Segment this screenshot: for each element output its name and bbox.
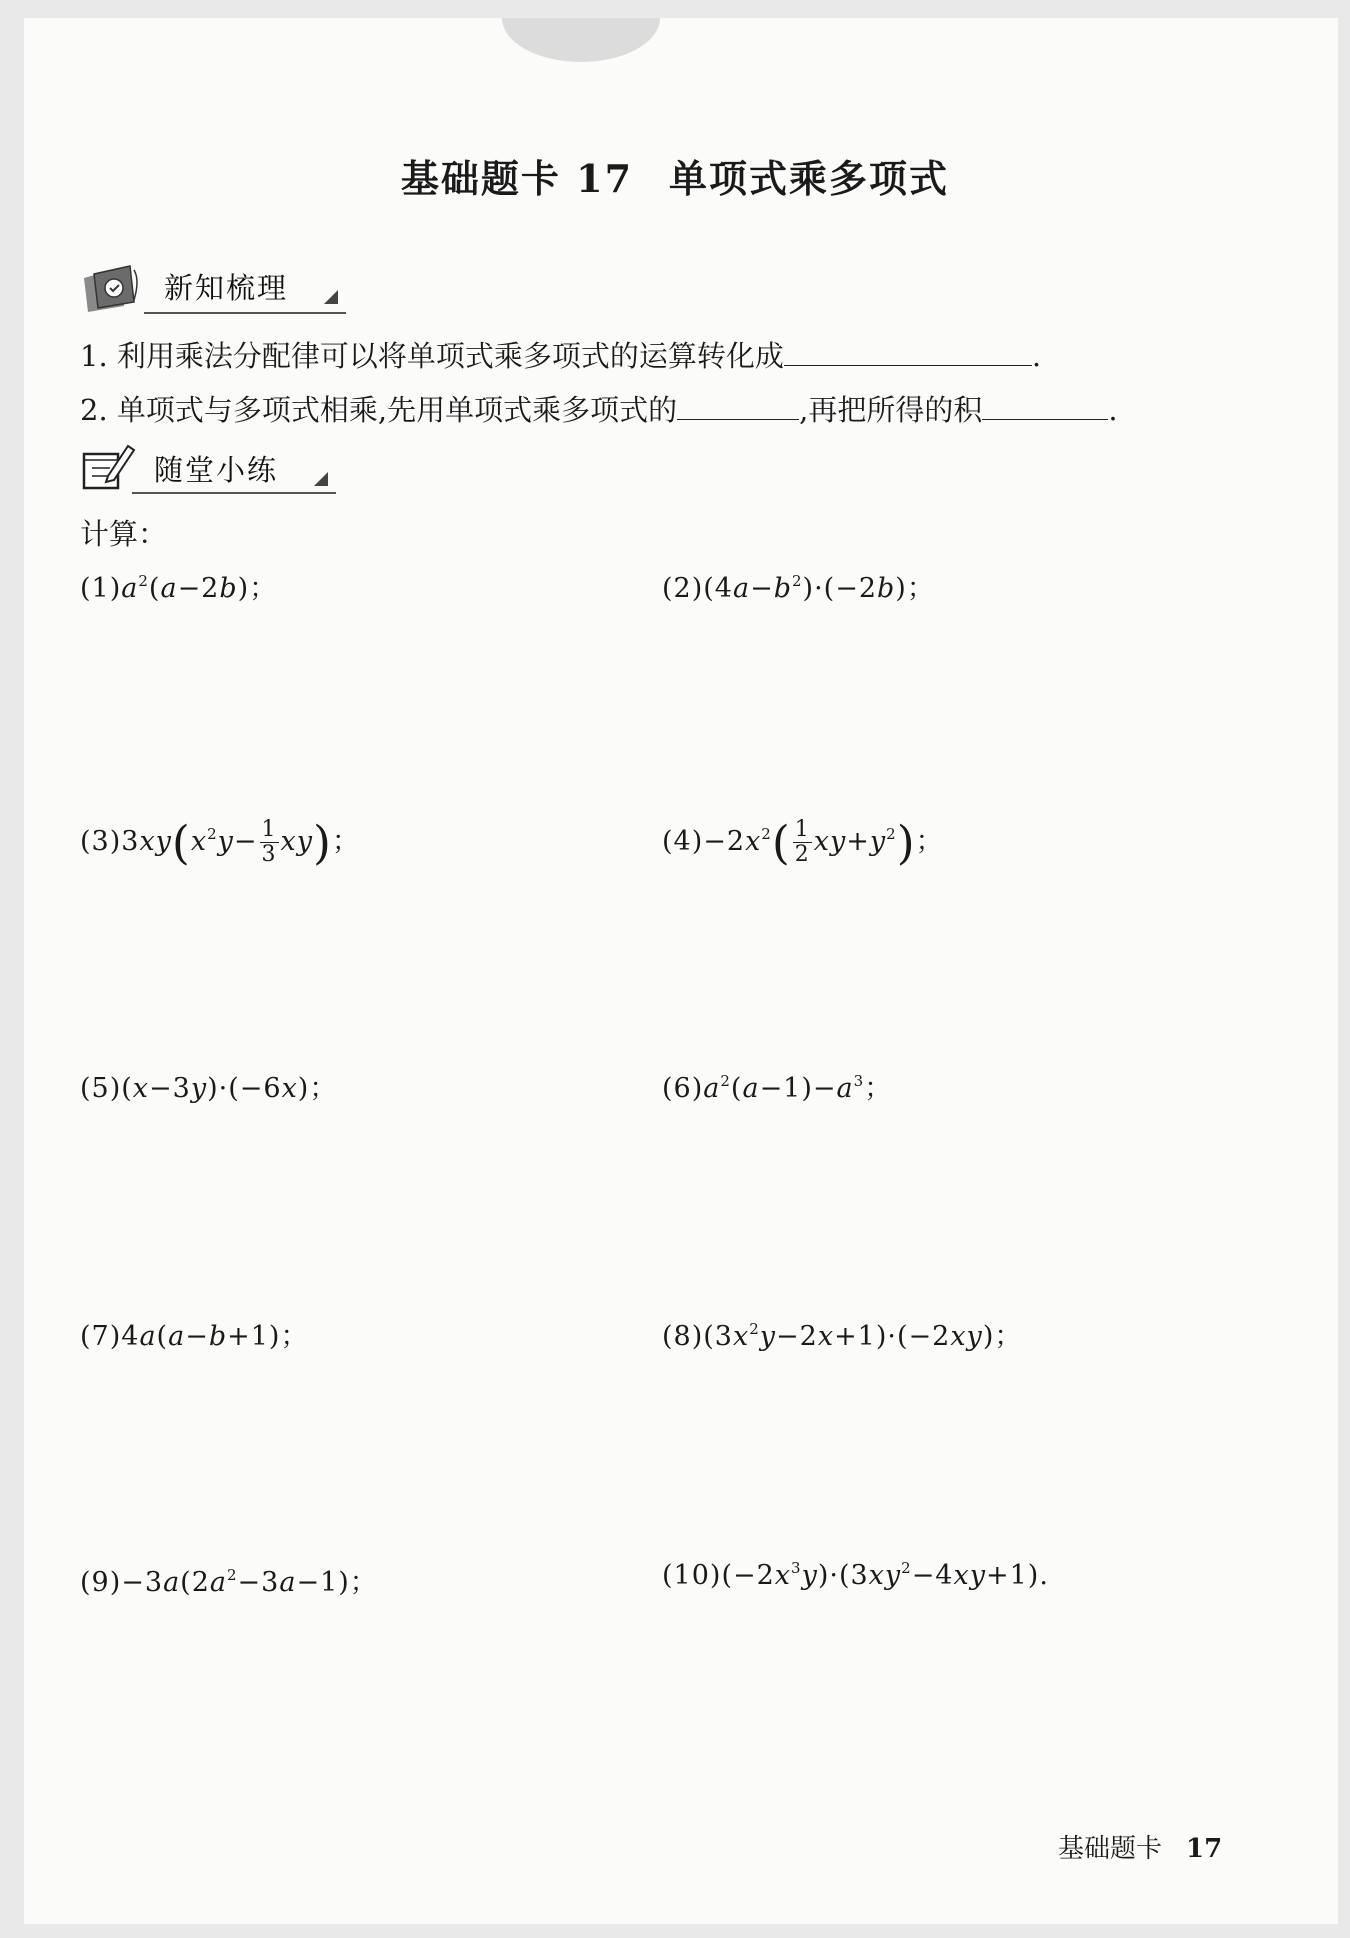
problem-3: $(3)3xy(x^2y-$ $\frac{1}{3}$ xy)； (80, 815, 360, 870)
footer-label: 基础题卡 (1058, 1834, 1163, 1864)
title-left: 基础题卡 17 (400, 156, 634, 201)
section-underline (144, 312, 346, 314)
section-label: 新知梳理 (164, 271, 289, 305)
problem-10: $(10)(-2x^3y)\cdot(3xy^2-4xy+1)$. (662, 1559, 1049, 1591)
problem-9: $(9)-3a(2a^2-3a-1)$； (80, 1566, 378, 1598)
page-title (0, 148, 1350, 203)
top-tab-decoration (502, 18, 660, 62)
page-footer (1058, 1828, 1222, 1865)
page-number: 17 (1186, 1834, 1223, 1864)
section-header-knowledge (80, 262, 346, 314)
problem-5: (5)(x−3y)·(−6x)； (80, 1073, 338, 1104)
problem-8: $(8)(3x^2y-2x+1)\cdot(-2xy)$； (662, 1320, 1023, 1352)
title-right: 单项式乘多项式 (669, 156, 950, 201)
notebook-pencil-icon (80, 442, 136, 492)
problem-1: $(1)a^2(a-2b)$； (80, 572, 278, 604)
answer-blank[interactable] (677, 393, 799, 420)
section-triangle (324, 290, 338, 304)
problem-2: $(2)(4a-b^2)\cdot(-2b)$； (662, 572, 935, 604)
section-underline (132, 492, 336, 494)
answer-blank[interactable] (784, 339, 1032, 366)
problem-6: $(6)a^2(a-1)-a^3$； (662, 1072, 893, 1104)
answer-blank[interactable] (982, 393, 1108, 420)
knowledge-line-1: 1. 利用乘法分配律可以将单项式乘多项式的运算转化成 . (80, 339, 1042, 373)
problem-4: $(4)-2x^2$( $\frac{1}{2}$ $xy+y^2$)； (662, 815, 944, 870)
knowledge-line-2: 2. 单项式与多项式相乘,先用单项式乘多项式的 ,再把所得的积 . (80, 393, 1118, 427)
problem-7: (7)4a(a−b+1)； (80, 1321, 309, 1352)
section-header-practice (80, 442, 336, 494)
practice-intro: 计算： (80, 517, 168, 551)
book-icon (80, 264, 142, 314)
section-triangle (314, 472, 328, 486)
section-label: 随堂小练 (154, 453, 279, 487)
